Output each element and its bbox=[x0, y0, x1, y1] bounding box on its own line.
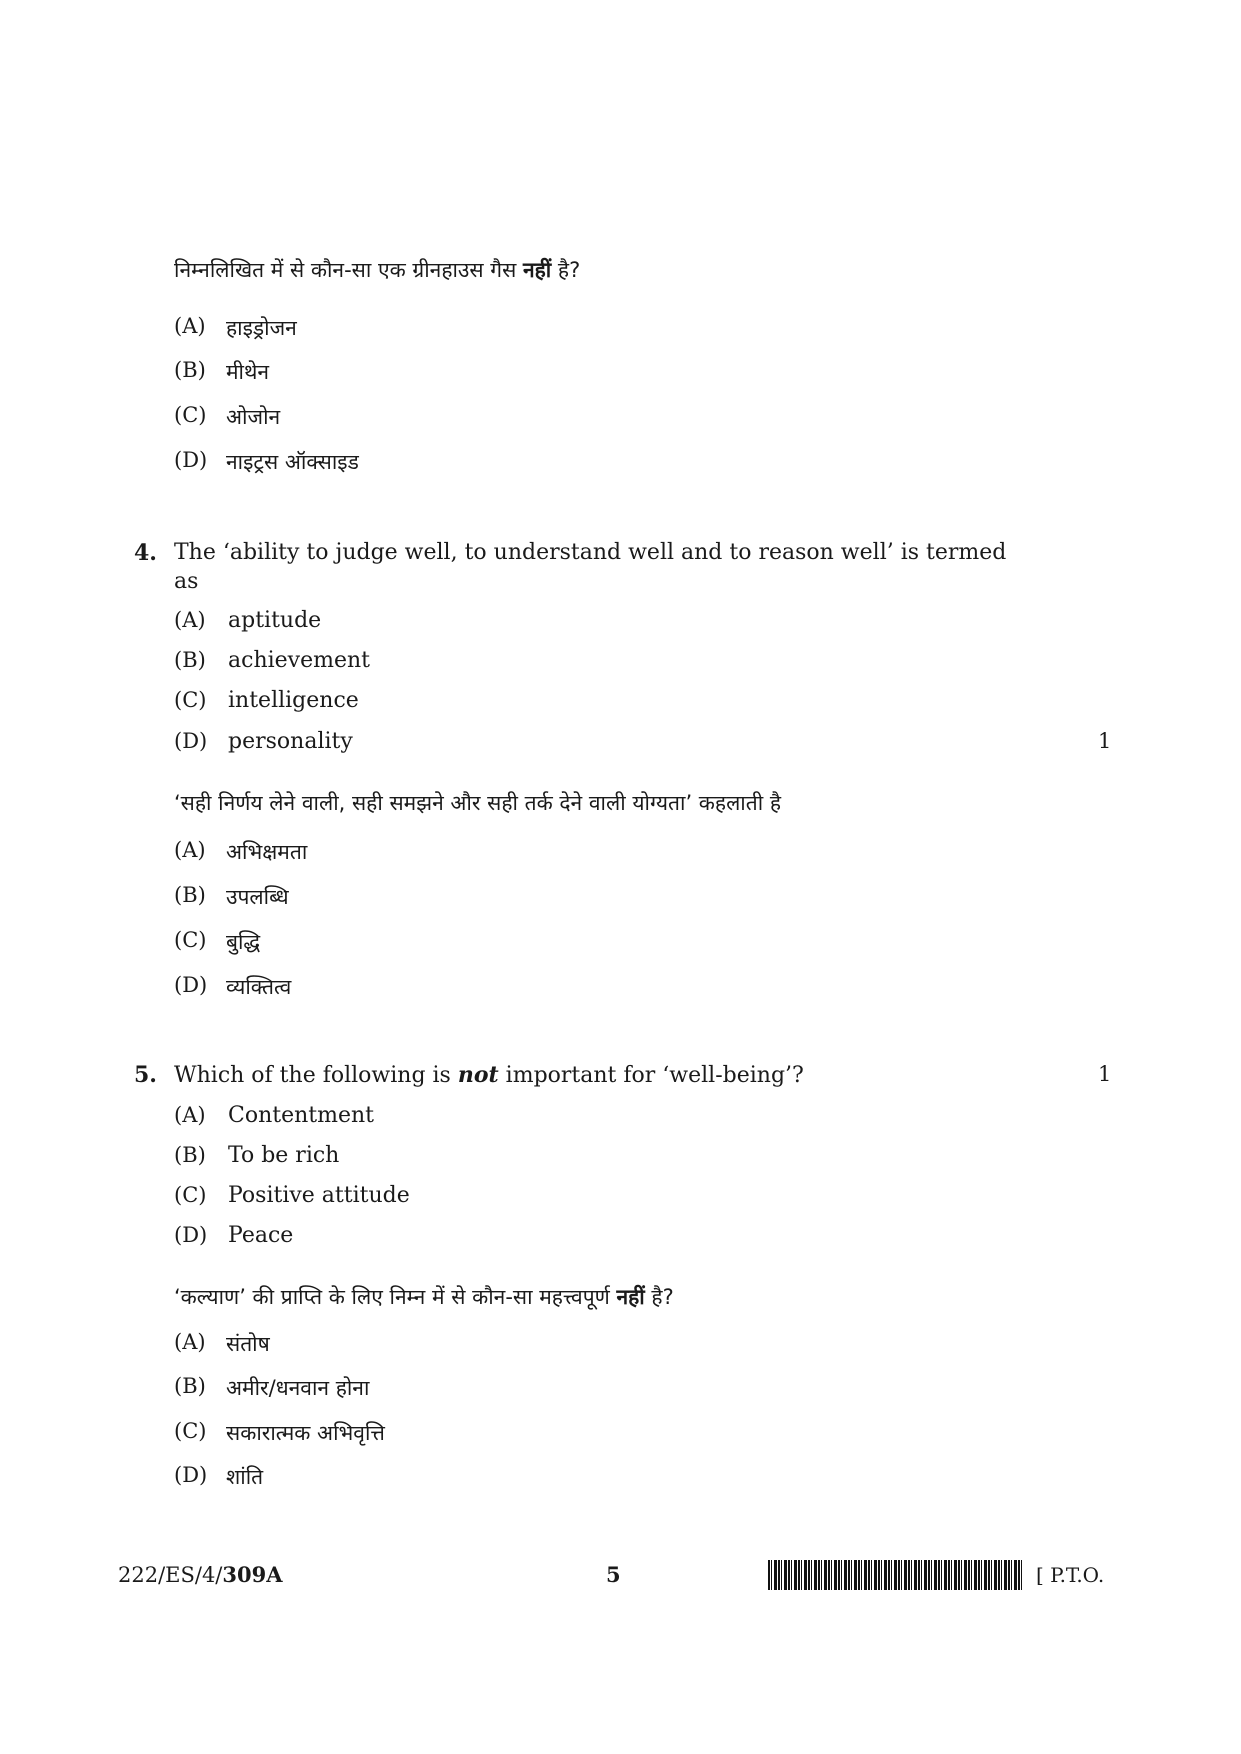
q4-marks: 1 bbox=[1098, 729, 1112, 753]
q4-stem-line1: The ‘ability to judge well, to understand well and to reason well’ is termed bbox=[174, 540, 1007, 565]
q4-stem-line2: as bbox=[174, 569, 199, 594]
q4-hindi-stem: ‘सही निर्णय लेने वाली, सही समझने और सही तर्क देने वाली योग्यता’ कहलाती है bbox=[174, 791, 781, 815]
q5-stem: Which of the following is not important for ‘well-being’? bbox=[174, 1062, 804, 1088]
q5-number: 5. bbox=[134, 1062, 157, 1088]
q3-hindi-stem: निम्नलिखित में से कौन-सा एक ग्रीनहाउस गैस नहीं है? bbox=[174, 258, 581, 282]
barcode-image bbox=[768, 1560, 1024, 1590]
pto-label: [ P.T.O. bbox=[1036, 1563, 1105, 1587]
paper-code: 222/ES/4/309A bbox=[118, 1562, 283, 1587]
q5-marks: 1 bbox=[1098, 1062, 1112, 1086]
q5-hindi-stem: ‘कल्याण’ की प्राप्ति के लिए निम्न में से कौन-सा महत्त्वपूर्ण नहीं है? bbox=[174, 1285, 674, 1309]
q4-number: 4. bbox=[134, 540, 157, 566]
page-number: 5 bbox=[606, 1562, 621, 1587]
